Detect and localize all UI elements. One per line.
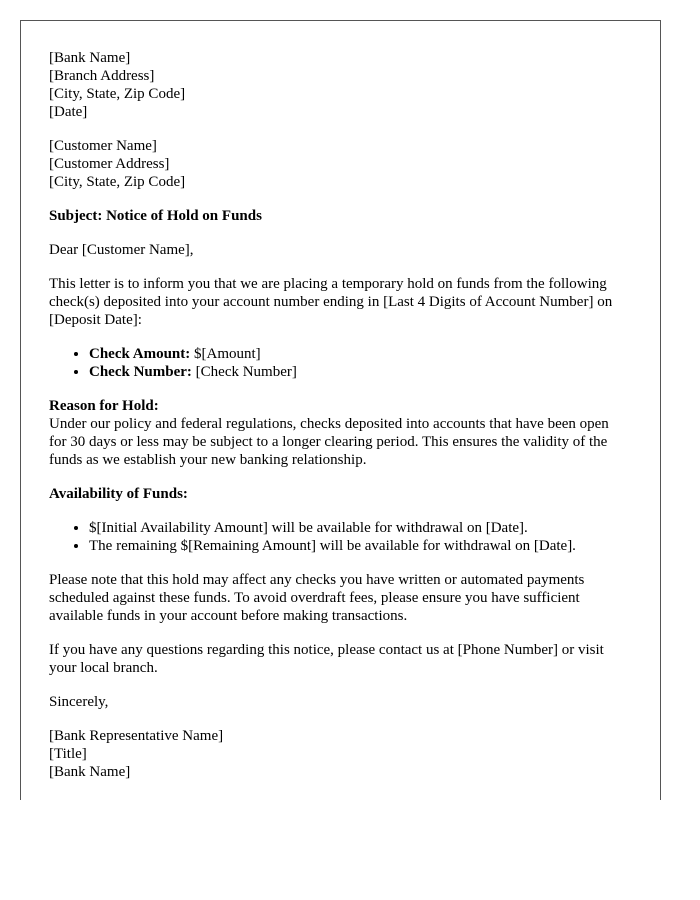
salutation: Dear [Customer Name],: [49, 242, 194, 258]
letter-date: [Date]: [49, 104, 88, 120]
subject-text: Subject: Notice of Hold on Funds: [49, 208, 262, 224]
representative-title: [Title]: [49, 746, 87, 762]
contact-paragraph: If you have any questions regarding this notice, please contact us at [Phone Number] or visit your local branch.: [49, 642, 604, 676]
bank-city-state-zip: [City, State, Zip Code]: [49, 86, 186, 102]
signature-bank-name: [Bank Name]: [49, 764, 131, 780]
bank-address-block: [49, 49, 630, 121]
customer-address: [Customer Address]: [49, 156, 170, 172]
subject-line: [49, 207, 630, 225]
check-details-list: [49, 345, 630, 381]
customer-city-state-zip: [City, State, Zip Code]: [49, 174, 186, 190]
bank-name: [Bank Name]: [49, 50, 131, 66]
closing: Sincerely,: [49, 694, 109, 710]
check-number-value: [Check Number]: [191, 364, 297, 380]
representative-name: [Bank Representative Name]: [49, 728, 224, 744]
reason-section: [49, 397, 630, 469]
reason-text: Under our policy and federal regulations, checks deposited into accounts that have been open for 30 days or less may be subject to a longer clearing period. This ensures the validity of the funds as we establish your new banking relationship.: [49, 416, 609, 468]
customer-address-block: [49, 137, 630, 191]
letter-page: [20, 20, 661, 800]
check-number-label: Check Number:: [89, 364, 192, 380]
availability-list: [49, 519, 630, 555]
list-item: • $[Initial Availability Amount] will be available for withdrawal on [Date].: [89, 519, 630, 537]
check-amount-value: $[Amount]: [190, 346, 261, 362]
signature-block: [49, 727, 630, 781]
check-amount-label: Check Amount:: [89, 346, 191, 362]
intro-paragraph: This letter is to inform you that we are placing a temporary hold on funds from the following check(s) deposited into your account number ending in [Last 4 Digits of Account Number] on [Deposit Date]:: [49, 276, 613, 328]
availability-heading-para: [49, 485, 630, 503]
list-item: [89, 345, 630, 363]
list-item: [89, 363, 630, 381]
branch-address: [Branch Address]: [49, 68, 155, 84]
note-paragraph: Please note that this hold may affect any checks you have written or automated payments scheduled against these funds. To avoid overdraft fees, please ensure you have sufficient available funds in your account before making transactions.: [49, 572, 585, 624]
customer-name: [Customer Name]: [49, 138, 157, 154]
list-item: • The remaining $[Remaining Amount] will be available for withdrawal on [Date].: [89, 537, 630, 555]
availability-heading: Availability of Funds:: [49, 486, 188, 502]
reason-heading: Reason for Hold:: [49, 398, 159, 414]
